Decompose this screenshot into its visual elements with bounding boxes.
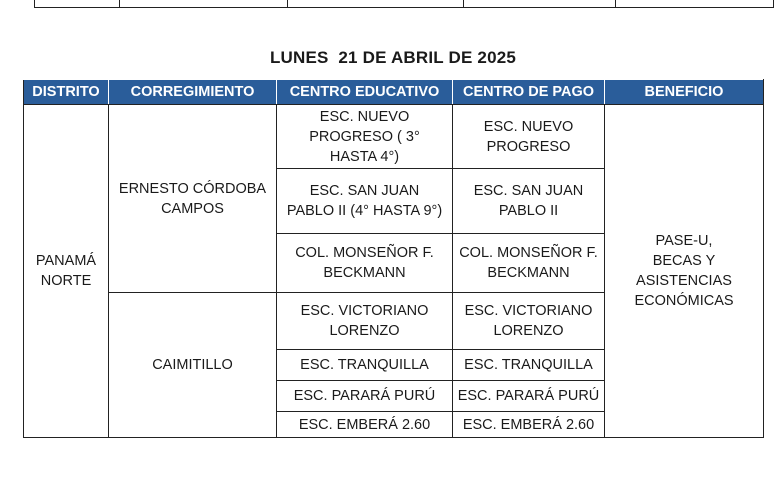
centro-educativo-cell: ESC. NUEVO PROGRESO ( 3° HASTA 4°) bbox=[277, 105, 453, 169]
page-title: LUNES 21 DE ABRIL DE 2025 bbox=[269, 48, 517, 67]
centro-pago-cell: ESC. PARARÁ PURÚ bbox=[453, 381, 605, 412]
centro-educativo-cell: ESC. SAN JUAN PABLO II (4° HASTA 9°) bbox=[277, 169, 453, 234]
centro-pago-cell: ESC. SAN JUAN PABLO II bbox=[453, 169, 605, 234]
previous-table-remnant bbox=[34, 0, 774, 8]
beneficio-cell: PASE-U, BECAS Y ASISTENCIAS ECONÓMICAS bbox=[605, 105, 764, 438]
header-beneficio: BENEFICIO bbox=[605, 80, 764, 105]
corregimiento-cell: CAIMITILLO bbox=[109, 293, 277, 438]
centro-educativo-cell: COL. MONSEÑOR F. BECKMANN bbox=[277, 234, 453, 293]
centro-educativo-cell: ESC. VICTORIANO LORENZO bbox=[277, 293, 453, 350]
header-distrito: DISTRITO bbox=[24, 80, 109, 105]
corregimiento-cell: ERNESTO CÓRDOBA CAMPOS bbox=[109, 105, 277, 293]
centro-educativo-cell: ESC. EMBERÁ 2.60 bbox=[277, 412, 453, 438]
centro-educativo-cell: ESC. TRANQUILLA bbox=[277, 350, 453, 381]
header-corregimiento: CORREGIMIENTO bbox=[109, 80, 277, 105]
distrito-cell: PANAMÁ NORTE bbox=[24, 105, 109, 438]
centro-pago-cell: ESC. NUEVO PROGRESO bbox=[453, 105, 605, 169]
schedule-table bbox=[23, 79, 764, 438]
table-row bbox=[24, 105, 764, 169]
header-row bbox=[24, 80, 764, 105]
centro-pago-cell: ESC. EMBERÁ 2.60 bbox=[453, 412, 605, 438]
header-centro-educativo: CENTRO EDUCATIVO bbox=[277, 80, 453, 105]
header-centro-pago: CENTRO DE PAGO bbox=[453, 80, 605, 105]
centro-pago-cell: ESC. TRANQUILLA bbox=[453, 350, 605, 381]
centro-pago-cell: ESC. VICTORIANO LORENZO bbox=[453, 293, 605, 350]
centro-educativo-cell: ESC. PARARÁ PURÚ bbox=[277, 381, 453, 412]
centro-pago-cell: COL. MONSEÑOR F. BECKMANN bbox=[453, 234, 605, 293]
